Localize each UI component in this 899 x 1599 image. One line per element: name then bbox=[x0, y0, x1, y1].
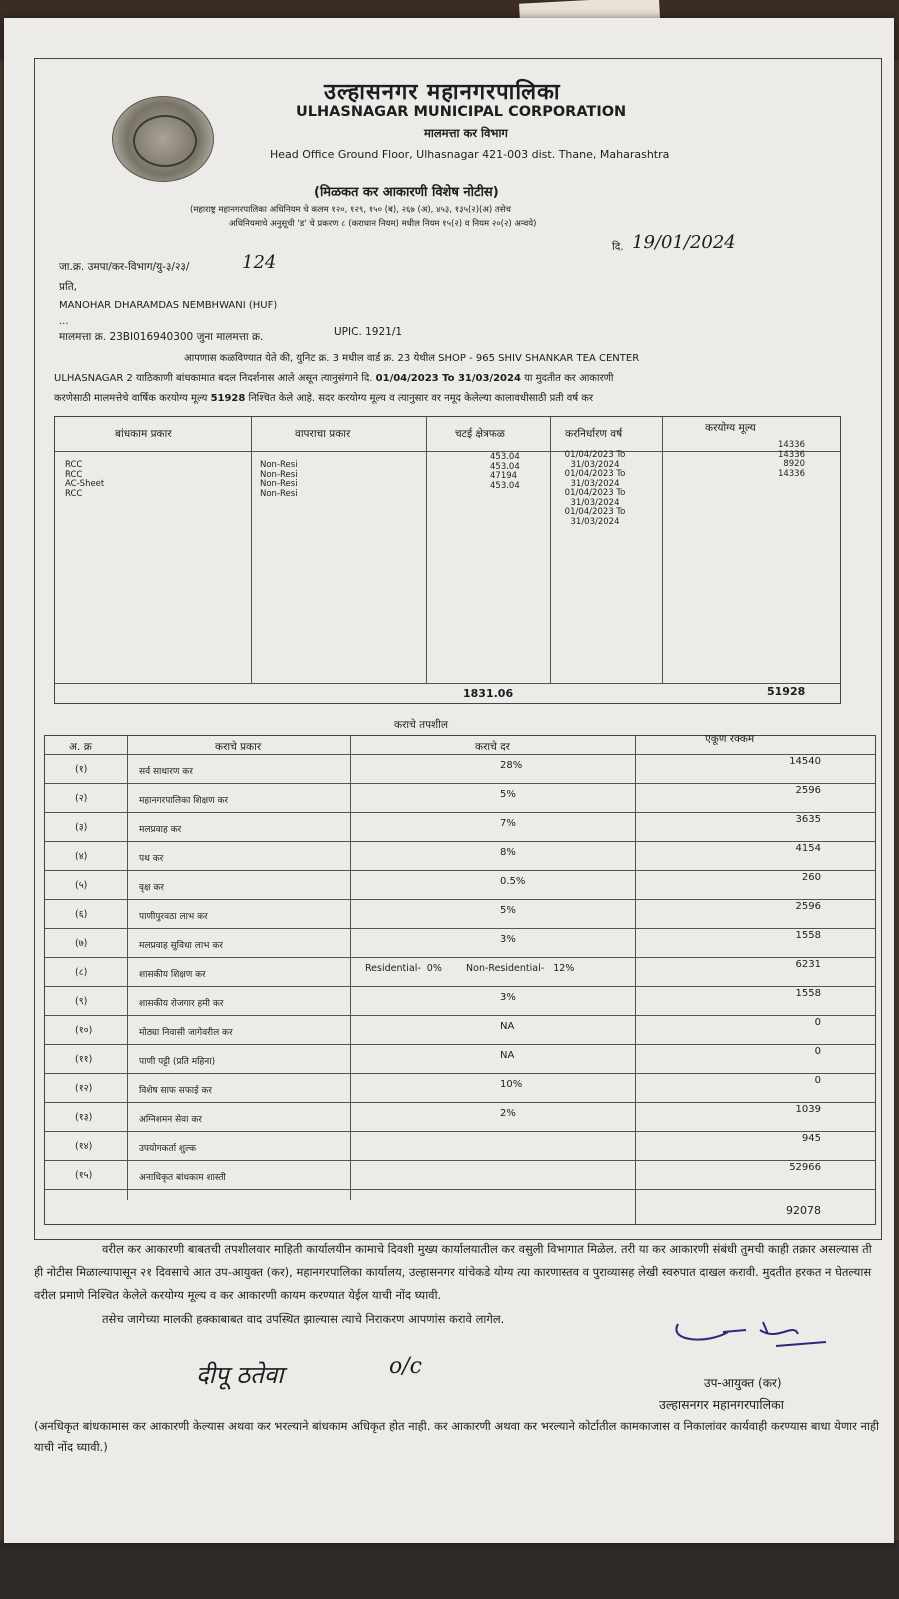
tax-row-amount: 945 bbox=[801, 1133, 821, 1144]
tax-row-name: शासकीय शिक्षण कर bbox=[139, 970, 206, 980]
officer-designation: उप-आयुक्त (कर) bbox=[704, 1376, 782, 1390]
tax-row-number: (३) bbox=[75, 822, 88, 833]
department-name: मालमत्ता कर विभाग bbox=[424, 126, 508, 140]
tax-table bbox=[44, 735, 876, 1225]
tax-row-rate: 8% bbox=[500, 847, 516, 858]
disclaimer-note: (अनधिकृत बांधकामास कर आकारणी केल्यास अथवा कर भरल्याने बांधकाम अधिकृत होत नाही. कर आकारणी अथवा कर भरल्याने कोर्टातील कामकाजास व निकालांवर कार्यवाही करण्यास बाधा येणार नाही याची नोंद घ्यावी.) bbox=[34, 1419, 879, 1454]
table-row bbox=[45, 986, 875, 987]
office-address: Head Office Ground Floor, Ulhasnagar 421-003 dist. Thane, Maharashtra bbox=[270, 148, 670, 161]
table-row bbox=[45, 754, 875, 755]
tax-row-name: सर्व साधारण कर bbox=[139, 767, 193, 777]
tax-row-rate: 3% bbox=[500, 992, 516, 1003]
tax-row-number: (१३) bbox=[75, 1112, 93, 1123]
tax-row-rate: 2% bbox=[500, 1108, 516, 1119]
tax-row-number: (९) bbox=[75, 996, 88, 1007]
tax-row-amount: 4154 bbox=[795, 843, 821, 854]
header-tax-type: कराचे प्रकार bbox=[215, 741, 262, 753]
total-taxable-value: 51928 bbox=[767, 685, 806, 698]
tax-row-amount: 0 bbox=[814, 1017, 821, 1028]
tax-row-amount: 1558 bbox=[795, 930, 821, 941]
to-label: प्रति, bbox=[59, 281, 78, 293]
handwritten-date: 19/01/2024 bbox=[632, 232, 736, 253]
tax-row-rate: 10% bbox=[500, 1079, 523, 1090]
date-label: दि. bbox=[612, 241, 624, 253]
tax-row-name: मलप्रवाह सुविधा लाभ कर bbox=[139, 941, 223, 951]
owner-address-dots: ... bbox=[59, 316, 69, 327]
notice-legal-line-2: अधिनियमाचे अनुसूची 'ड' चे प्रकरण ८ (कराधान नियम) मधील नियम १५(२) व नियम २०(२) अन्वये) bbox=[229, 219, 537, 229]
taxable-value-list: 14336 14336 8920 14336 bbox=[777, 440, 805, 479]
tax-row-name: महानगरपालिका शिक्षण कर bbox=[139, 796, 229, 806]
tax-grand-total: 92078 bbox=[786, 1204, 821, 1217]
notice-page bbox=[4, 18, 894, 1543]
tax-details-title: कराचे तपशील bbox=[394, 719, 449, 731]
upic-number: UPIC. 1921/1 bbox=[334, 326, 403, 338]
assessment-year-list: 01/04/2023 To 31/03/2024 01/04/2023 To 31/03/2024 01/04/2023 To 31/03/2024 01/04/2023 To 31/03/2024 bbox=[564, 450, 626, 527]
header-serial-no: अ. क्र bbox=[69, 741, 92, 753]
notice-title: (मिळकत कर आकारणी विशेष नोटीस) bbox=[314, 185, 499, 200]
org-title-marathi: उल्हासनगर महानगरपालिका bbox=[324, 80, 561, 105]
tax-row-number: (१०) bbox=[75, 1025, 93, 1036]
header-taxable-value: करयोग्य मूल्य bbox=[705, 422, 756, 434]
tax-row-name: मोठ्या निवासी जागेवरील कर bbox=[139, 1028, 233, 1038]
tax-row-rate: NA bbox=[500, 1050, 515, 1061]
tax-row-rate: 5% bbox=[500, 905, 516, 916]
tax-row-rate: 3% bbox=[500, 934, 516, 945]
notice-legal-line-1: (महाराष्ट्र महानगरपालिका अधिनियम चे कलम १२०, १२९, १५० (ब), २६७ (अ), ४५३, १३५(२)(अ) तसेच bbox=[190, 205, 511, 215]
background-bottom bbox=[0, 1540, 899, 1599]
header-construction-type: बांधकाम प्रकार bbox=[115, 428, 172, 440]
tax-row-number: (१) bbox=[75, 764, 88, 775]
footer-paragraph: वरील कर आकारणी बाबतची तपशीलवार माहिती कार्यालयीन कामाचे दिवशी मुख्य कार्यालयातील कर वसुली विभागात मिळेल. तरी या कर आकारणी संबंधी तुमची काही तक्रार असल्यास ती ही नोटीस मिळाल्यापासून २१ दिवसाचे आत उप-आयुक्त (कर), महानगरपालिका कार्यालय, उल्हासनगर यांचेकडे योग्य त्या कारणास्तव व पुराव्यासह लेखी स्वरुपात दाखल करावी. मुदतीत हरकत न घेतल्यास वरील प्रमाणे निश्चित केलेले करयोग्य मूल्य व कर आकारणी कायम करण्यात येईल याची नोंद घ्यावी. bbox=[34, 1242, 872, 1302]
tax-row-name: मलप्रवाह कर bbox=[139, 825, 182, 835]
tax-row-number: (१२) bbox=[75, 1083, 93, 1094]
tax-row-number: (४) bbox=[75, 851, 88, 862]
header-total-amount: एकूण रक्कम bbox=[705, 733, 755, 745]
handwritten-reference-number: 124 bbox=[242, 252, 277, 273]
tax-row-rate: 28% bbox=[500, 760, 523, 771]
header-carpet-area: चटई क्षेत्रफळ bbox=[455, 428, 505, 440]
property-number: मालमत्ता क्र. 23BI016940300 जुना मालमत्ता क्र. bbox=[59, 331, 264, 343]
col-construction bbox=[55, 417, 252, 683]
table-row bbox=[45, 957, 875, 958]
handwritten-note: o/c bbox=[389, 1354, 422, 1379]
tax-row-name: अग्निशमन सेवा कर bbox=[139, 1115, 202, 1125]
table-row bbox=[45, 1160, 875, 1161]
tax-row-rate: 5% bbox=[500, 789, 516, 800]
table-row bbox=[45, 899, 875, 900]
header-tax-rate: कराचे दर bbox=[475, 741, 510, 753]
tax-row-amount: 6231 bbox=[795, 959, 821, 970]
tax-row-name: अनाधिकृत बांधकाम शास्ती bbox=[139, 1173, 226, 1183]
table-row bbox=[45, 1073, 875, 1074]
table-row bbox=[45, 1102, 875, 1103]
officer-organisation: उल्हासनगर महानगरपालिका bbox=[659, 1397, 784, 1412]
table-row bbox=[45, 1015, 875, 1016]
tax-row-rate: 7% bbox=[500, 818, 516, 829]
tax-row-amount: 1039 bbox=[795, 1104, 821, 1115]
officer-signature-icon bbox=[668, 1312, 828, 1352]
tax-row-name: पथ कर bbox=[139, 854, 164, 864]
corporation-emblem-icon bbox=[112, 96, 214, 182]
tax-row-name: पाणीपुरवठा लाभ कर bbox=[139, 912, 208, 922]
tax-row-amount: 14540 bbox=[789, 756, 821, 767]
notice-paragraph-line-3: करणेसाठी मालमत्तेचे वार्षिक करयोग्य मूल्य 51928 निश्चित केले आहे. सदर करयोग्य मूल्य व त्यानुसार वर नमूद केलेल्या कालावधीसाठी प्रती वर्ष कर bbox=[54, 393, 594, 404]
assessment-table bbox=[54, 416, 841, 704]
tax-row-name: वृक्ष कर bbox=[139, 883, 164, 893]
col-usage bbox=[251, 417, 427, 683]
tax-row-amount: 3635 bbox=[795, 814, 821, 825]
tax-row-number: (१५) bbox=[75, 1170, 93, 1181]
tax-row-amount: 2596 bbox=[795, 901, 821, 912]
owner-name: MANOHAR DHARAMDAS NEMBHWANI (HUF) bbox=[59, 300, 278, 311]
header-usage-type: वापराचा प्रकार bbox=[295, 428, 351, 440]
table-row bbox=[45, 1044, 875, 1045]
table-row bbox=[45, 783, 875, 784]
tax-row-rate: Residential- 0% Non-Residential- 12% bbox=[365, 963, 575, 974]
footer-ownership-note: तसेच जागेच्या मालकी हक्काबाबत वाद उपस्थित झाल्यास त्याचे निराकरण आपणांस करावे लागेल. bbox=[102, 1312, 505, 1326]
handwritten-acknowledgement: दीपू ठतेवा bbox=[196, 1361, 284, 1389]
tax-row-amount: 52966 bbox=[789, 1162, 821, 1173]
tax-row-name: शासकीय रोजगार हमी कर bbox=[139, 999, 224, 1009]
table-row bbox=[45, 812, 875, 813]
tax-row-number: (११) bbox=[75, 1054, 93, 1065]
tax-row-number: (८) bbox=[75, 967, 88, 978]
table-row bbox=[45, 841, 875, 842]
reference-number-label: जा.क्र. उमपा/कर-विभाग/यु-३/२३/ bbox=[59, 261, 190, 273]
tax-row-rate: NA bbox=[500, 1021, 515, 1032]
tax-row-rate: 0.5% bbox=[500, 876, 526, 887]
tax-row-number: (२) bbox=[75, 793, 88, 804]
tax-row-amount: 2596 bbox=[795, 785, 821, 796]
tax-row-amount: 1558 bbox=[795, 988, 821, 999]
tax-row-amount: 0 bbox=[814, 1046, 821, 1057]
tax-row-number: (७) bbox=[75, 938, 88, 949]
org-title-english: ULHASNAGAR MUNICIPAL CORPORATION bbox=[296, 104, 627, 120]
tax-row-number: (६) bbox=[75, 909, 88, 920]
col-area bbox=[426, 417, 551, 683]
notice-paragraph-line-1: आपणास कळविण्यात येते की, युनिट क्र. 3 मधील वार्ड क्र. 23 येथील SHOP - 965 SHIV SHANKAR TEA CENTER bbox=[184, 353, 640, 364]
notice-paragraph-line-2: ULHASNAGAR 2 याठिकाणी बांधकामात बदल निदर्शनास आले असून त्यानुसंगाने दि. 01/04/2023 To 31/03/2024 या मुदतीत कर आकारणी bbox=[54, 373, 614, 384]
header-assessment-year: करनिर्धारण वर्ष bbox=[565, 428, 623, 440]
area-list: 453.04 453.04 47194 453.04 bbox=[490, 452, 520, 491]
total-area: 1831.06 bbox=[463, 687, 514, 700]
tax-row-name: विशेष साफ सफाई कर bbox=[139, 1086, 212, 1096]
construction-type-list: RCC RCC AC-Sheet RCC bbox=[65, 460, 105, 499]
tax-row-name: पाणी पट्टी (प्रति महिना) bbox=[139, 1057, 216, 1067]
table-row bbox=[45, 1131, 875, 1132]
tax-row-amount: 260 bbox=[801, 872, 821, 883]
usage-type-list: Non-Resi Non-Resi Non-Resi Non-Resi bbox=[260, 460, 298, 499]
table-row-divider bbox=[45, 1189, 875, 1190]
table-row bbox=[45, 870, 875, 871]
tax-row-amount: 0 bbox=[814, 1075, 821, 1086]
tax-row-name: उपयोगकर्ता शुल्क bbox=[139, 1144, 196, 1154]
table-row bbox=[45, 928, 875, 929]
tax-row-number: (५) bbox=[75, 880, 88, 891]
tax-row-number: (१४) bbox=[75, 1141, 93, 1152]
